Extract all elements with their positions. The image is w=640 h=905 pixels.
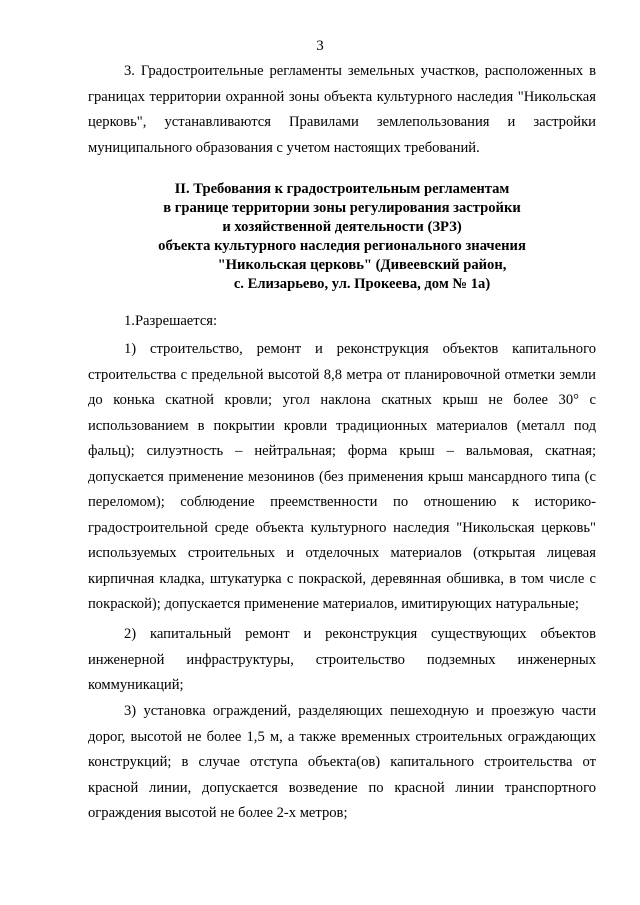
heading-line-2: в границе территории зоны регулирования застройки bbox=[163, 200, 521, 216]
heading-line-3: и хозяйственной деятельности (ЗРЗ) bbox=[222, 219, 462, 235]
heading-line-5: "Никольская церковь" (Дивеевский район, bbox=[217, 257, 507, 273]
list-item-3: 3) установка ограждений, разделяющих пешеходную и проезжую части дорог, высотой не более 1,5 м, а также временных строительных ограждающих конструкций; в случае отступа объекта(ов) капитального строительства от красной линии, допускается возведение по красной линии транспортного ограждения высотой не более 2-х метров; bbox=[88, 703, 596, 821]
paragraph-3: 3. Градостроительные регламенты земельных участков, расположенных в границах территории охранной зоны объекта культурного наследия "Никольская церковь", устанавливаются Правилами землепользования и застройки муниципального образования с учетом настоящих требований. bbox=[88, 63, 596, 156]
heading-line-4: объекта культурного наследия регионального значения bbox=[158, 238, 526, 254]
allowed-title: 1.Разрешается: bbox=[124, 313, 218, 329]
page-number: 3 bbox=[316, 38, 324, 54]
heading-line-6: с. Елизарьево, ул. Прокеева, дом № 1а) bbox=[233, 276, 491, 292]
list-item-1: 1) строительство, ремонт и реконструкция объектов капитального строительства с предельной высотой 8,8 метра от планировочной отметки земли до конька скатной кровли; угол наклона скатных крыш не более 30° с использованием в покрытии кровли традиционных материалов (металл под фальц); силуэтность – нейтральная; форма крыш – вальмовая, скатная; допускается применение мезонинов (без применения крыш мансардного типа (с переломом); соблюдение преемственности по отношению к историко-градостроительной среде объекта культурного наследия "Никольская церковь" используемых строительных и отделочных материалов (открытая лицевая кирпичная кладка, штукатурка с покраской, деревянная обшивка, в том числе с покраской); допускается применение материалов, имитирующих натуральные; bbox=[88, 341, 596, 612]
section-heading bbox=[88, 180, 596, 294]
list-item-2: 2) капитальный ремонт и реконструкция существующих объектов инженерной инфраструктуры, строительство подземных инженерных коммуникаций; bbox=[88, 626, 596, 693]
heading-line-1: II. Требования к градостроительным регламентам bbox=[174, 181, 510, 197]
